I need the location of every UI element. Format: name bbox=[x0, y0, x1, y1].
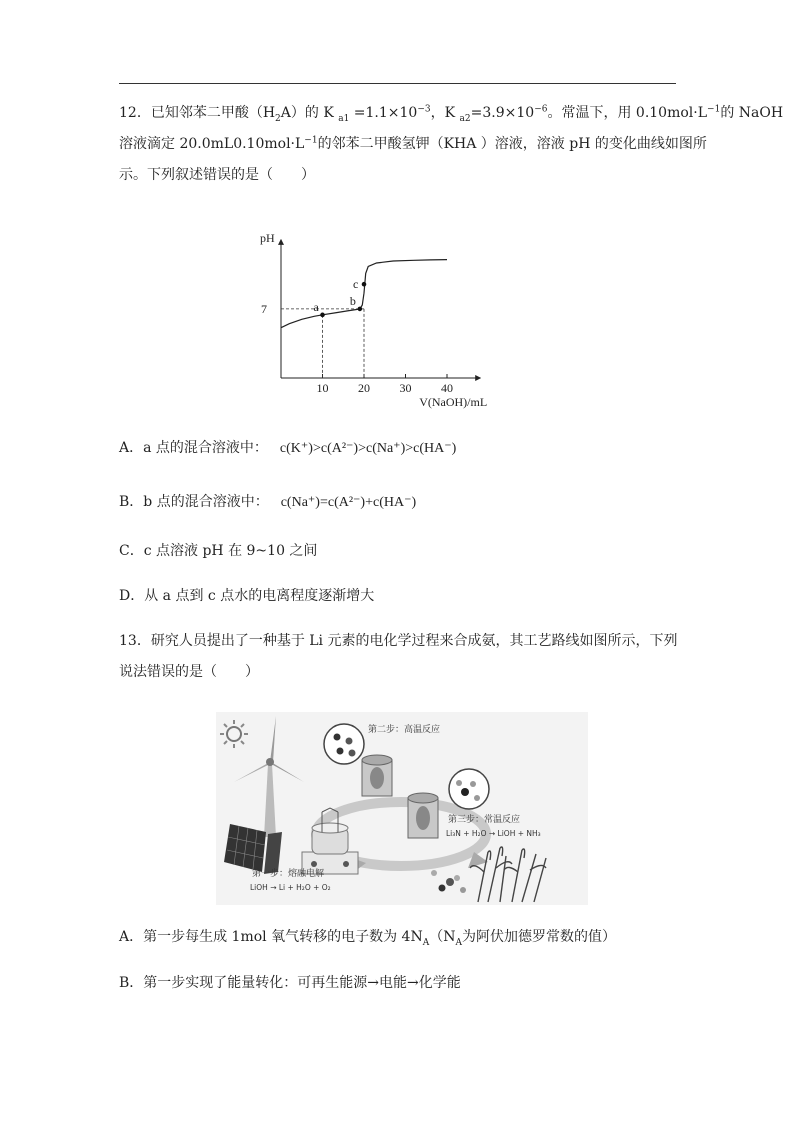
q12-option-d: D．从 a 点到 c 点水的电离程度逐渐增大 bbox=[119, 588, 375, 604]
q12-line2: 溶液滴定 $20.0mL0.10mol\cdot L^{-1}$的邻苯二甲酸氢钾（KHA ）溶液，溶液 pH 的变化曲线如图所 bbox=[119, 135, 707, 152]
q12-option-c: C．c 点溶液 pH 在 9~10 之间 bbox=[119, 543, 318, 559]
titration-curve bbox=[281, 260, 447, 328]
point-c bbox=[362, 282, 367, 287]
step1-equation: LiOH → Li + H₂O + O₂ bbox=[250, 883, 331, 892]
step2-label: 第二步：高温反应 bbox=[368, 725, 441, 735]
q13-line1: 13．研究人员提出了一种基于 Li 元素的电化学过程来合成氨，其工艺路线如图所示，下列 bbox=[119, 633, 678, 649]
x-tick-label: 30 bbox=[399, 381, 412, 395]
y-axis-label: pH bbox=[260, 230, 275, 245]
q12-option-b: B．b 点的混合溶液中： c(Na⁺)=c(A²⁻)+c(HA⁻) bbox=[119, 494, 417, 510]
molecule-bubble-nh3 bbox=[449, 769, 489, 809]
point-b bbox=[358, 307, 363, 312]
point-label-b: b bbox=[349, 293, 356, 308]
point-a bbox=[320, 313, 325, 318]
x-axis-label: V(NaOH)/mL bbox=[419, 395, 488, 409]
q12-line1: 12．已知邻苯二甲酸$(H_2A)$的 K $_{a1} =1.1\times 10^{-3}$，K $_{a2}=3.9\times 10^{-6}$。常温下，用 $0.10mol\cdot L^{-1}$的 NaOH bbox=[119, 104, 784, 124]
step3-label: 第三步：常温反应 bbox=[448, 815, 521, 825]
molecule-bubble-n2 bbox=[324, 724, 364, 764]
q13-option-a: A．第一步每生成 1mol 氧气转移的电子数为 $4N_A(N_A$为阿伏加德罗常数的值） bbox=[119, 929, 616, 948]
step3-equation: Li₃N + H₂O → LiOH + NH₃ bbox=[446, 829, 541, 838]
point-label-a: a bbox=[313, 299, 319, 314]
header-rule bbox=[119, 83, 676, 84]
titration-chart bbox=[250, 210, 500, 410]
step1-label: 第一步：熔融电解 bbox=[252, 869, 325, 879]
x-tick-label: 40 bbox=[441, 381, 453, 395]
x-tick-label: 20 bbox=[358, 381, 370, 395]
reactor-step2-icon bbox=[362, 755, 392, 796]
y-tick-label: 7 bbox=[261, 301, 267, 316]
ammonia-process-figure bbox=[216, 712, 588, 905]
x-tick-label: 10 bbox=[316, 381, 329, 395]
q13-line2: 说法错误的是（ ） bbox=[119, 664, 259, 680]
reactor-step3-icon bbox=[408, 793, 438, 838]
option-b-formula: c(Na⁺)=c(A²⁻)+c(HA⁻) bbox=[280, 495, 417, 510]
q12-line3: 示。下列叙述错误的是（ ） bbox=[119, 167, 315, 183]
option-a-formula: c(K⁺)>c(A²⁻)>c(Na⁺)>c(HA⁻) bbox=[279, 441, 457, 456]
point-label-c: c bbox=[353, 277, 359, 292]
q12-option-a: A．a 点的混合溶液中： c(K⁺)>c(A²⁻)>c(Na⁺)>c(HA⁻) bbox=[119, 440, 457, 456]
q13-option-b: B．第一步实现了能量转化：可再生能源→电能→化学能 bbox=[119, 975, 461, 991]
